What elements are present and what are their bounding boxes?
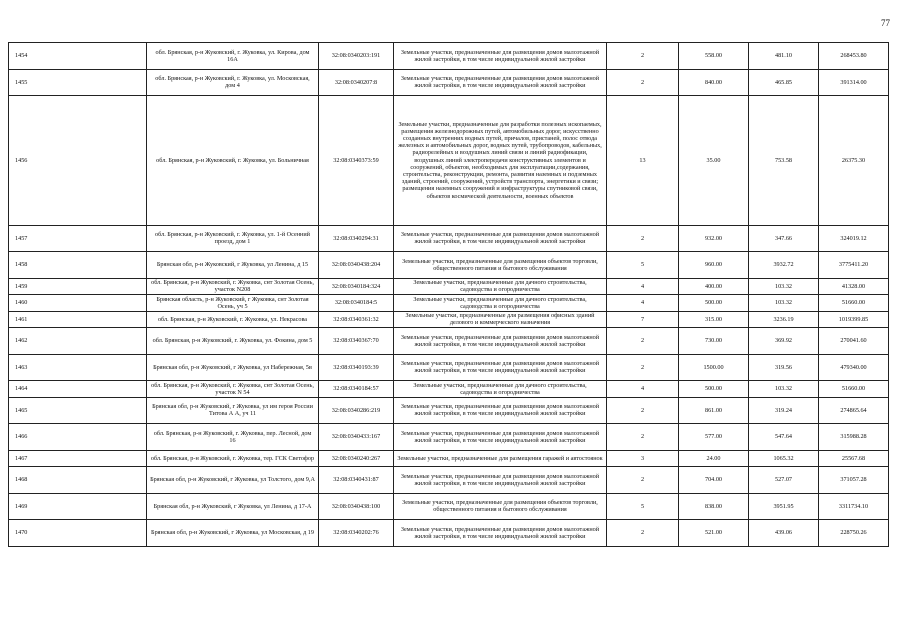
cadastral-value-cell: 41328.00 [819,278,889,295]
row-number: 1467 [9,450,147,467]
land-use-cell: Земельные участки, предназначенные для размещения объектов торговли, общественного питания и бытового обслуживания [394,252,607,279]
specific-value-cell: 753.58 [749,96,819,226]
group-cell: 3 [607,450,679,467]
land-use-cell: Земельные участки, предназначенные для размещения гаражей и автостоянок [394,450,607,467]
specific-value-cell: 1065.32 [749,450,819,467]
cadastral-number-cell: 32:08:0340373:59 [319,96,394,226]
table-row [9,225,889,252]
cadastral-value-cell: 51660.00 [819,381,889,398]
specific-value-cell: 3236.19 [749,311,819,328]
cadastral-value-cell: 51660.00 [819,295,889,312]
area-cell: 400.00 [679,278,749,295]
specific-value-cell: 3951.95 [749,493,819,520]
area-cell: 932.00 [679,225,749,252]
area-cell: 24.00 [679,450,749,467]
cadastral-number-cell: 32:08:0340367:70 [319,328,394,355]
row-number: 1469 [9,493,147,520]
land-use-cell: Земельные участки, предназначенные для дачного строительства, садоводства и огородничества [394,295,607,312]
specific-value-cell: 439.06 [749,520,819,547]
address-cell: обл. Брянская, р-н Жуковский, г. Жуковка, тер. ГСК Светофор [147,450,319,467]
cadastral-value-cell: 3311734.10 [819,493,889,520]
table-row [9,252,889,279]
specific-value-cell: 319.56 [749,354,819,381]
group-cell: 2 [607,43,679,70]
row-number: 1463 [9,354,147,381]
cadastral-number-cell: 32:08:0340438:100 [319,493,394,520]
group-cell: 2 [607,424,679,451]
address-cell: Брянская обл, р-н Жуковский, г Жуковка, ул Ленина, д 15 [147,252,319,279]
table-row [9,278,889,295]
cadastral-number-cell: 32:08:0340202:76 [319,520,394,547]
row-number: 1465 [9,397,147,424]
row-number: 1459 [9,278,147,295]
table-row [9,328,889,355]
specific-value-cell: 481.10 [749,43,819,70]
table-row [9,43,889,70]
row-number: 1458 [9,252,147,279]
land-use-cell: Земельные участки, предназначенные для дачного строительства, садоводства и огородничества [394,278,607,295]
group-cell: 5 [607,252,679,279]
group-cell: 2 [607,225,679,252]
area-cell: 861.00 [679,397,749,424]
row-number: 1462 [9,328,147,355]
specific-value-cell: 103.32 [749,278,819,295]
table-row [9,450,889,467]
cadastral-value-cell: 479340.00 [819,354,889,381]
table-row [9,69,889,96]
address-cell: обл. Брянская, р-н Жуковский, г. Жуковка, снт Золотая Осень, участок N208 [147,278,319,295]
cadastral-value-cell: 268453.80 [819,43,889,70]
cadastral-number-cell: 32:08:0340184:324 [319,278,394,295]
cadastral-number-cell: 32:08:0340294:31 [319,225,394,252]
specific-value-cell: 547.64 [749,424,819,451]
group-cell: 4 [607,381,679,398]
cadastral-number-cell: 32:08:0340240:267 [319,450,394,467]
page-number: 77 [881,18,890,28]
cadastral-number-cell: 32:08:0340193:39 [319,354,394,381]
row-number: 1470 [9,520,147,547]
row-number: 1464 [9,381,147,398]
table-row [9,354,889,381]
area-cell: 840.00 [679,69,749,96]
cadastral-value-cell: 1019399.85 [819,311,889,328]
row-number: 1461 [9,311,147,328]
area-cell: 315.00 [679,311,749,328]
table-row [9,295,889,312]
cadastral-number-cell: 32:08:0340286:219 [319,397,394,424]
group-cell: 2 [607,520,679,547]
address-cell: Брянская обл, р-н Жуковский, г Жуковка, ул Московская, д 19 [147,520,319,547]
land-use-cell: Земельные участки, предназначенные для размещения объектов торговли, общественного питания и бытового обслуживания [394,493,607,520]
row-number: 1460 [9,295,147,312]
cadastral-value-cell: 315988.28 [819,424,889,451]
row-number: 1456 [9,96,147,226]
land-use-cell: Земельные участки, предназначенные для размещения домов малоэтажной жилой застройки, в том числе индивидуальной жилой застройки [394,69,607,96]
address-cell: Брянская обл, р-н Жуковский, г Жуковка, ул Ленина, д 17-А [147,493,319,520]
area-cell: 960.00 [679,252,749,279]
cadastral-number-cell: 32:08:0340184:57 [319,381,394,398]
group-cell: 2 [607,397,679,424]
cadastral-number-cell: 32:08:0340431:87 [319,467,394,494]
cadastral-number-cell: 32:08:0340438:204 [319,252,394,279]
row-number: 1454 [9,43,147,70]
specific-value-cell: 369.92 [749,328,819,355]
cadastral-number-cell: 32:08:0340361:32 [319,311,394,328]
cadastral-number-cell: 32:08:0340433:167 [319,424,394,451]
table-row [9,96,889,226]
cadastral-value-cell: 274865.64 [819,397,889,424]
cadastral-value-cell: 270041.60 [819,328,889,355]
cadastral-value-cell: 371057.28 [819,467,889,494]
table-row [9,311,889,328]
address-cell: обл. Брянская, р-н Жуковский, г. Жуковка, ул. 1-й Осенний проезд, дом 1 [147,225,319,252]
table-row [9,467,889,494]
table-row [9,493,889,520]
cadastral-value-cell: 228750.26 [819,520,889,547]
land-use-cell: Земельные участки, предназначенные для дачного строительства, садоводства и огородничества [394,381,607,398]
group-cell: 4 [607,278,679,295]
row-number: 1468 [9,467,147,494]
cadastral-value-cell: 26375.30 [819,96,889,226]
group-cell: 2 [607,328,679,355]
group-cell: 4 [607,295,679,312]
group-cell: 2 [607,354,679,381]
address-cell: обл. Брянская, р-н Жуковский, г. Жуковка, ул. Фокина, дом 5 [147,328,319,355]
address-cell: обл. Брянская, р-н Жуковский, г. Жуковка, ул. Московская, дом 4 [147,69,319,96]
area-cell: 521.00 [679,520,749,547]
group-cell: 2 [607,69,679,96]
area-cell: 500.00 [679,295,749,312]
table-row [9,520,889,547]
row-number: 1466 [9,424,147,451]
group-cell: 2 [607,467,679,494]
area-cell: 577.00 [679,424,749,451]
cadastral-value-cell: 324019.12 [819,225,889,252]
address-cell: обл. Брянская, р-н Жуковский, г. Жуковка, снт Золотая Осень, участок N 54 [147,381,319,398]
land-use-cell: Земельные участки, предназначенные для размещения домов малоэтажной жилой застройки, в том числе индивидуальной жилой застройки [394,520,607,547]
address-cell: обл. Брянская, р-н Жуковский, г. Жуковка, ул. Больничная [147,96,319,226]
area-cell: 1500.00 [679,354,749,381]
cadastral-number-cell: 32:08:0340184:5 [319,295,394,312]
land-use-cell: Земельные участки, предназначенные для разработки полезных ископаемых, размещения железнодорожных путей, автомобильных дорог, искусственно созданных внутренних водных путей, причалов, пристаней, полос отвода железных и автомобильных дорог, водных путей, трубопроводов, кабельных, радиорелейных и воздушных линий связи и линий радиофикации, воздушных линий электропередачи конструктивных элементов и сооружений, объектов, необходимых для эксплуатации,содержания, строительства, реконструкции, ремонта, развития наземных и подземных зданий, строений, сооружений, устройств транспорта, энергетики и связи; размещения наземных сооружений и инфраструктуры спутниковой связи, объектов космической деятельности, военных объектов [394,96,607,226]
table-row [9,381,889,398]
cadastral-value-cell: 25567.68 [819,450,889,467]
row-number: 1455 [9,69,147,96]
address-cell: Брянская обл, р-н Жуковский, г Жуковка, ул Набережная, 5в [147,354,319,381]
area-cell: 838.00 [679,493,749,520]
land-use-cell: Земельные участки, предназначенные для размещения домов малоэтажной жилой застройки, в том числе индивидуальной жилой застройки [394,354,607,381]
table-row [9,397,889,424]
area-cell: 558.00 [679,43,749,70]
group-cell: 5 [607,493,679,520]
row-number: 1457 [9,225,147,252]
table-row [9,424,889,451]
specific-value-cell: 3932.72 [749,252,819,279]
specific-value-cell: 465.85 [749,69,819,96]
land-use-cell: Земельные участки, предназначенные для размещения офисных зданий делового и коммерческого назначения [394,311,607,328]
specific-value-cell: 103.32 [749,295,819,312]
specific-value-cell: 319.24 [749,397,819,424]
land-use-cell: Земельные участки, предназначенные для размещения домов малоэтажной жилой застройки, в том числе индивидуальной жилой застройки [394,43,607,70]
area-cell: 704.00 [679,467,749,494]
specific-value-cell: 527.07 [749,467,819,494]
address-cell: Брянская обл, р-н Жуковский, г Жуковка, ул им героя России Титова А А, уч 11 [147,397,319,424]
address-cell: обл. Брянская, р-н Жуковский, г. Жуковка, ул. Кирова, дом 16А [147,43,319,70]
land-use-cell: Земельные участки, предназначенные для размещения домов малоэтажной жилой застройки, в том числе индивидуальной жилой застройки [394,397,607,424]
address-cell: Брянская обл, р-н Жуковский, г Жуковка, ул Толстого, дом 9,А [147,467,319,494]
group-cell: 13 [607,96,679,226]
area-cell: 500.00 [679,381,749,398]
area-cell: 730.00 [679,328,749,355]
land-use-cell: Земельные участки, предназначенные для размещения домов малоэтажной жилой застройки, в том числе индивидуальной жилой застройки [394,424,607,451]
land-use-cell: Земельные участки, предназначенные для размещения домов малоэтажной жилой застройки, в том числе индивидуальной жилой застройки [394,225,607,252]
cadastral-value-cell: 391314.00 [819,69,889,96]
cadastral-number-cell: 32:08:0340207:8 [319,69,394,96]
land-use-cell: Земельные участки, предназначенные для размещения домов малоэтажной жилой застройки, в том числе индивидуальной жилой застройки [394,467,607,494]
address-cell: обл. Брянская, р-н Жуковский, г. Жуковка, ул. Некрасова [147,311,319,328]
address-cell: обл. Брянская, р-н Жуковский, г. Жуковка, пер. Лесной, дом 16 [147,424,319,451]
group-cell: 7 [607,311,679,328]
address-cell: Брянская область, р-н Жуковский, г Жуковка, снт Золотая Осень, уч 5 [147,295,319,312]
cadastral-value-table [8,42,889,547]
specific-value-cell: 347.66 [749,225,819,252]
cadastral-value-cell: 3775411.20 [819,252,889,279]
cadastral-number-cell: 32:08:0340203:191 [319,43,394,70]
land-use-cell: Земельные участки, предназначенные для размещения домов малоэтажной жилой застройки, в том числе индивидуальной жилой застройки [394,328,607,355]
area-cell: 35.00 [679,96,749,226]
specific-value-cell: 103.32 [749,381,819,398]
